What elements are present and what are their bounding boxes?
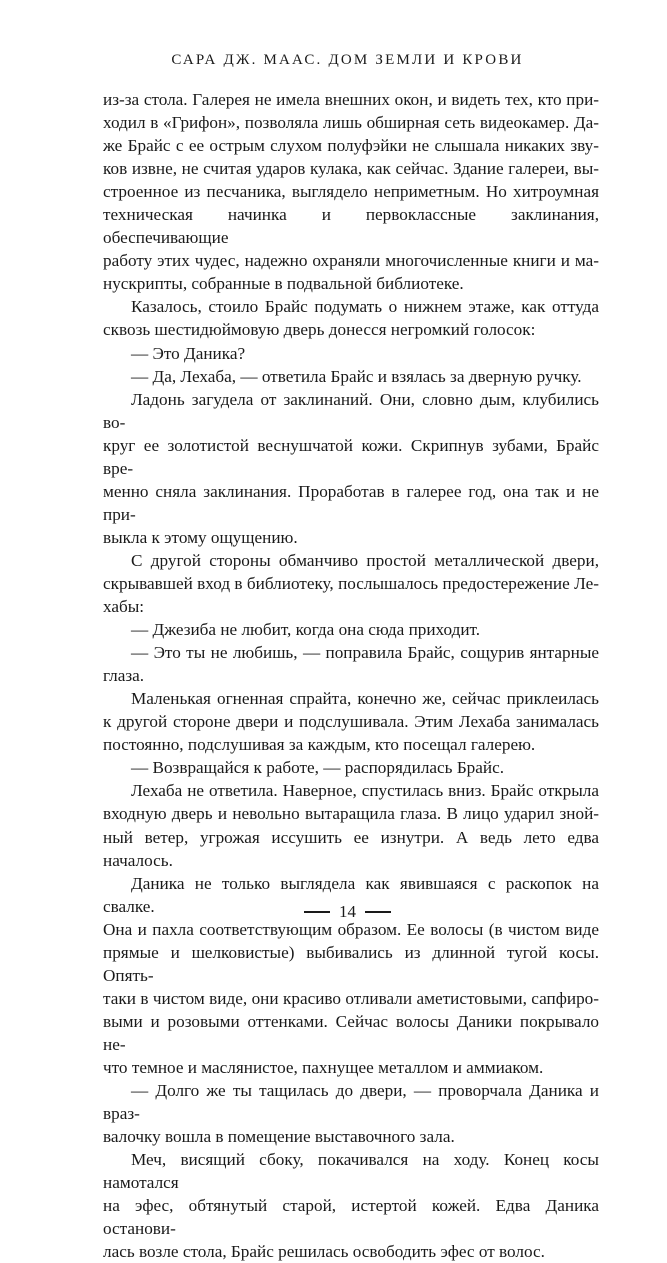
- text-line: С другой стороны обманчиво простой металлической двери,: [131, 550, 599, 570]
- dialogue-line: — Да, Лехаба, — ответила Брайс и взялась за дверную ручку.: [131, 366, 582, 386]
- text-line: сквозь шестидюймовую дверь донесся негромкий голосок:: [103, 320, 536, 340]
- text-line: Маленькая огненная спрайта, конечно же, сейчас приклеилась: [131, 689, 599, 709]
- text-line: менно сняла заклинания. Проработав в галерее год, она так и не при-: [103, 481, 599, 524]
- text-line: работу этих чудес, надежно охраняли многочисленные книги и ма-: [103, 251, 599, 271]
- text-line: выми и розовыми оттенками. Сейчас волосы Даники покрывало не-: [103, 1011, 599, 1054]
- text-line: что темное и маслянистое, пахнущее металлом и аммиаком.: [103, 1057, 544, 1077]
- page-number: 14: [339, 902, 356, 921]
- body-text: [103, 88, 599, 1263]
- running-head: САРА ДЖ. МААС. ДОМ ЗЕМЛИ И КРОВИ: [171, 52, 524, 68]
- text-line: нускрипты, собранные в подвальной библиотеке.: [103, 274, 464, 294]
- text-line: Даника не только выглядела как явившаяся с раскопок на свалке.: [103, 873, 599, 916]
- folio-dash-right: [365, 911, 391, 913]
- text-line: техническая начинка и первоклассные заклинания, обеспечивающие: [103, 205, 599, 248]
- dialogue-line: — Это Даника?: [131, 343, 246, 363]
- text-line: лась возле стола, Брайс решилась освободить эфес от волос.: [103, 1242, 545, 1262]
- text-line: ков извне, не считая ударов кулака, как сейчас. Здание галереи, вы-: [103, 159, 599, 179]
- page-number-footer: [0, 902, 667, 922]
- text-line: прямые и шелковистые) выбивались из длинной тугой косы. Опять-: [103, 942, 599, 985]
- text-line: валочку вошла в помещение выставочного зала.: [103, 1127, 455, 1147]
- text-line: Лехаба не ответила. Наверное, спустилась вниз. Брайс открыла: [131, 781, 599, 801]
- dialogue-line: — Долго же ты тащилась до двери, — проворчала Даника и враз-: [103, 1081, 599, 1124]
- text-line: Она и пахла соответствующим образом. Ее волосы (в чистом виде: [103, 919, 599, 939]
- text-line: постоянно, подслушивая за каждым, кто посещал галерею.: [103, 735, 536, 755]
- text-line: к другой стороне двери и подслушивала. Этим Лехаба занималась: [103, 712, 599, 732]
- text-line: Меч, висящий сбоку, покачивался на ходу. Конец косы намотался: [103, 1150, 599, 1193]
- text-line: выкла к этому ощущению.: [103, 527, 298, 547]
- text-line: ходил в «Грифон», позволяла лишь обширная сеть видеокамер. Да-: [103, 113, 599, 133]
- text-line: ный ветер, угрожая иссушить ее изнутри. А ведь лето едва началось.: [103, 827, 599, 870]
- dialogue-line: — Это ты не любишь, — поправила Брайс, сощурив янтарные: [131, 643, 599, 663]
- dialogue-line: — Джезиба не любит, когда она сюда приходит.: [131, 620, 481, 640]
- text-line: из-за стола. Галерея не имела внешних окон, и видеть тех, кто при-: [103, 90, 599, 109]
- folio-dash-left: [304, 911, 330, 913]
- text-line: хабы:: [103, 597, 145, 617]
- text-line: на эфес, обтянутый старой, истертой кожей. Едва Даника останови-: [103, 1196, 599, 1239]
- text-line: глаза.: [103, 666, 145, 686]
- text-line: Ладонь загудела от заклинаний. Они, словно дым, клубились во-: [103, 389, 599, 432]
- text-line: скрывавшей вход в библиотеку, послышалось предостережение Ле-: [103, 573, 599, 593]
- text-line: входную дверь и невольно вытаращила глаза. В лицо ударил зной-: [103, 804, 599, 824]
- text-line: строенное из песчаника, выглядело неприметным. Но хитроумная: [103, 182, 599, 202]
- text-line: же Брайс с ее острым слухом полуфэйки не слышала никаких зву-: [103, 136, 599, 156]
- dialogue-line: — Возвращайся к работе, — распорядилась Брайс.: [131, 758, 505, 778]
- text-line: круг ее золотистой веснушчатой кожи. Скрипнув зубами, Брайс вре-: [103, 435, 599, 478]
- text-line: Казалось, стоило Брайс подумать о нижнем этаже, как оттуда: [131, 297, 599, 317]
- text-line: таки в чистом виде, они красиво отливали аметистовыми, сапфиро-: [103, 988, 599, 1008]
